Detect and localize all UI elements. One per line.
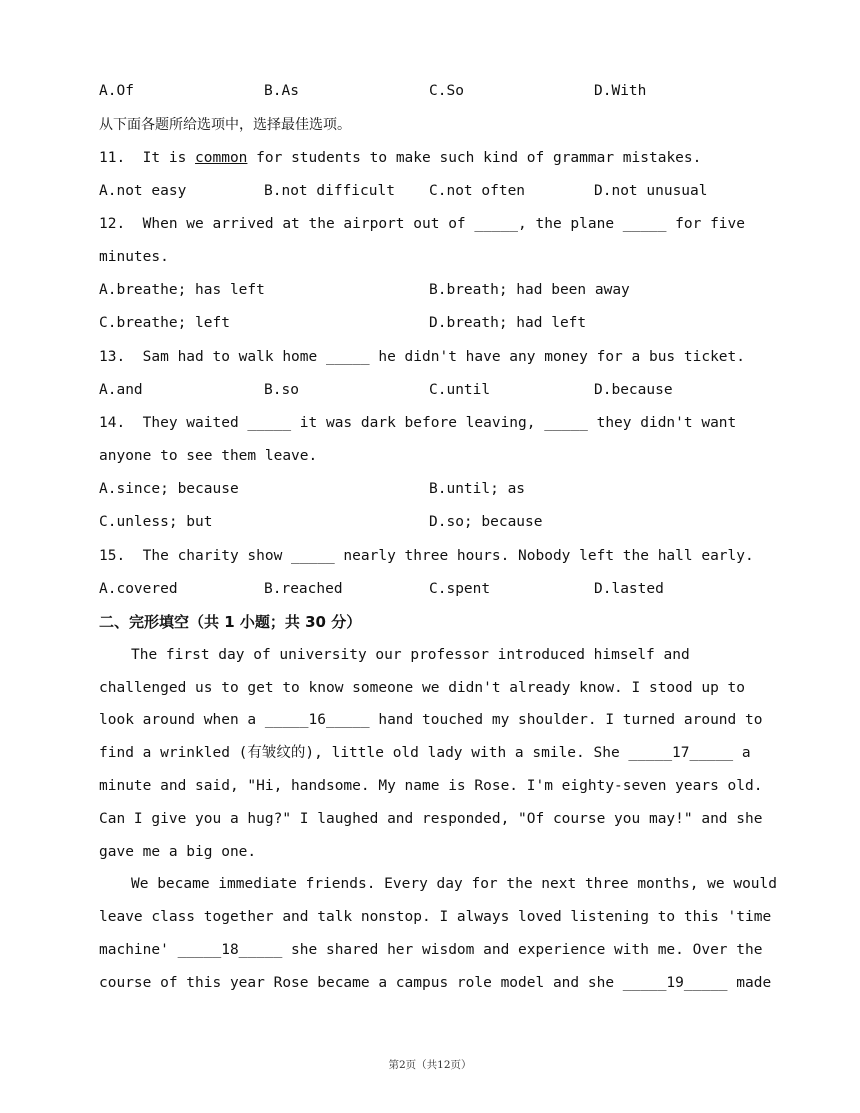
q13-option-a: A.and <box>99 382 143 398</box>
q11-prefix: 11. It is <box>99 150 196 166</box>
passage-line: The first day of university our professor introduced himself and <box>131 647 690 663</box>
q13-option-d: D.because <box>594 382 673 398</box>
q11-option-a: A.not easy <box>99 183 187 199</box>
q10-option-a: A.Of <box>99 83 134 99</box>
instruction-text: 从下面各题所给选项中，选择最佳选项。 <box>99 117 351 133</box>
question-12-line-2: minutes. <box>99 249 169 265</box>
q10-option-c: C.So <box>429 83 464 99</box>
q11-option-d: D.not unusual <box>594 183 708 199</box>
q12-option-b: B.breath; had been away <box>429 282 630 298</box>
passage-line: leave class together and talk nonstop. I always loved listening to this 'time <box>99 909 772 925</box>
passage-line: find a wrinkled (有皱纹的), little old lady with a smile. She _____17_____ a <box>99 745 751 761</box>
q11-option-b: B.not difficult <box>264 183 395 199</box>
q11-suffix: for students to make such kind of grammar mistakes. <box>247 150 702 166</box>
passage-line: challenged us to get to know someone we didn't already know. I stood up to <box>99 680 746 696</box>
question-14-line-2: anyone to see them leave. <box>99 448 318 464</box>
passage-line: course of this year Rose became a campus role model and she _____19_____ made <box>99 975 772 991</box>
q12-option-c: C.breathe; left <box>99 315 230 331</box>
q10-option-b: B.As <box>264 83 299 99</box>
q12-option-d: D.breath; had left <box>429 315 587 331</box>
question-13: 13. Sam had to walk home _____ he didn't have any money for a bus ticket. <box>99 349 746 365</box>
question-15: 15. The charity show _____ nearly three hours. Nobody left the hall early. <box>99 548 754 564</box>
passage-line: gave me a big one. <box>99 844 257 860</box>
q15-option-b: B.reached <box>264 581 343 597</box>
page-footer: 第2页（共12页） <box>388 1059 472 1071</box>
q14-option-d: D.so; because <box>429 514 543 530</box>
q13-option-b: B.so <box>264 382 299 398</box>
passage-line: We became immediate friends. Every day for the next three months, we would <box>131 876 778 892</box>
q12-option-a: A.breathe; has left <box>99 282 265 298</box>
q14-option-a: A.since; because <box>99 481 239 497</box>
section-2-title: 二、完形填空（共 1 小题；共 30 分） <box>99 613 362 631</box>
q14-option-b: B.until; as <box>429 481 526 497</box>
q11-underlined-word: common <box>195 150 248 166</box>
q15-option-c: C.spent <box>429 581 491 597</box>
passage-line: machine' _____18_____ she shared her wisdom and experience with me. Over the <box>99 942 763 958</box>
q15-option-d: D.lasted <box>594 581 664 597</box>
passage-line: Can I give you a hug?" I laughed and responded, "Of course you may!" and she <box>99 811 763 827</box>
q10-option-d: D.With <box>594 83 647 99</box>
q15-option-a: A.covered <box>99 581 178 597</box>
passage-line: minute and said, "Hi, handsome. My name is Rose. I'm eighty-seven years old. <box>99 778 763 794</box>
question-11 <box>99 148 701 168</box>
q11-option-c: C.not often <box>429 183 526 199</box>
question-12-line-1: 12. When we arrived at the airport out of _____, the plane _____ for five <box>99 216 746 232</box>
q14-option-c: C.unless; but <box>99 514 213 530</box>
passage-line: look around when a _____16_____ hand touched my shoulder. I turned around to <box>99 712 763 728</box>
q13-option-c: C.until <box>429 382 491 398</box>
question-14-line-1: 14. They waited _____ it was dark before leaving, _____ they didn't want <box>99 415 737 431</box>
